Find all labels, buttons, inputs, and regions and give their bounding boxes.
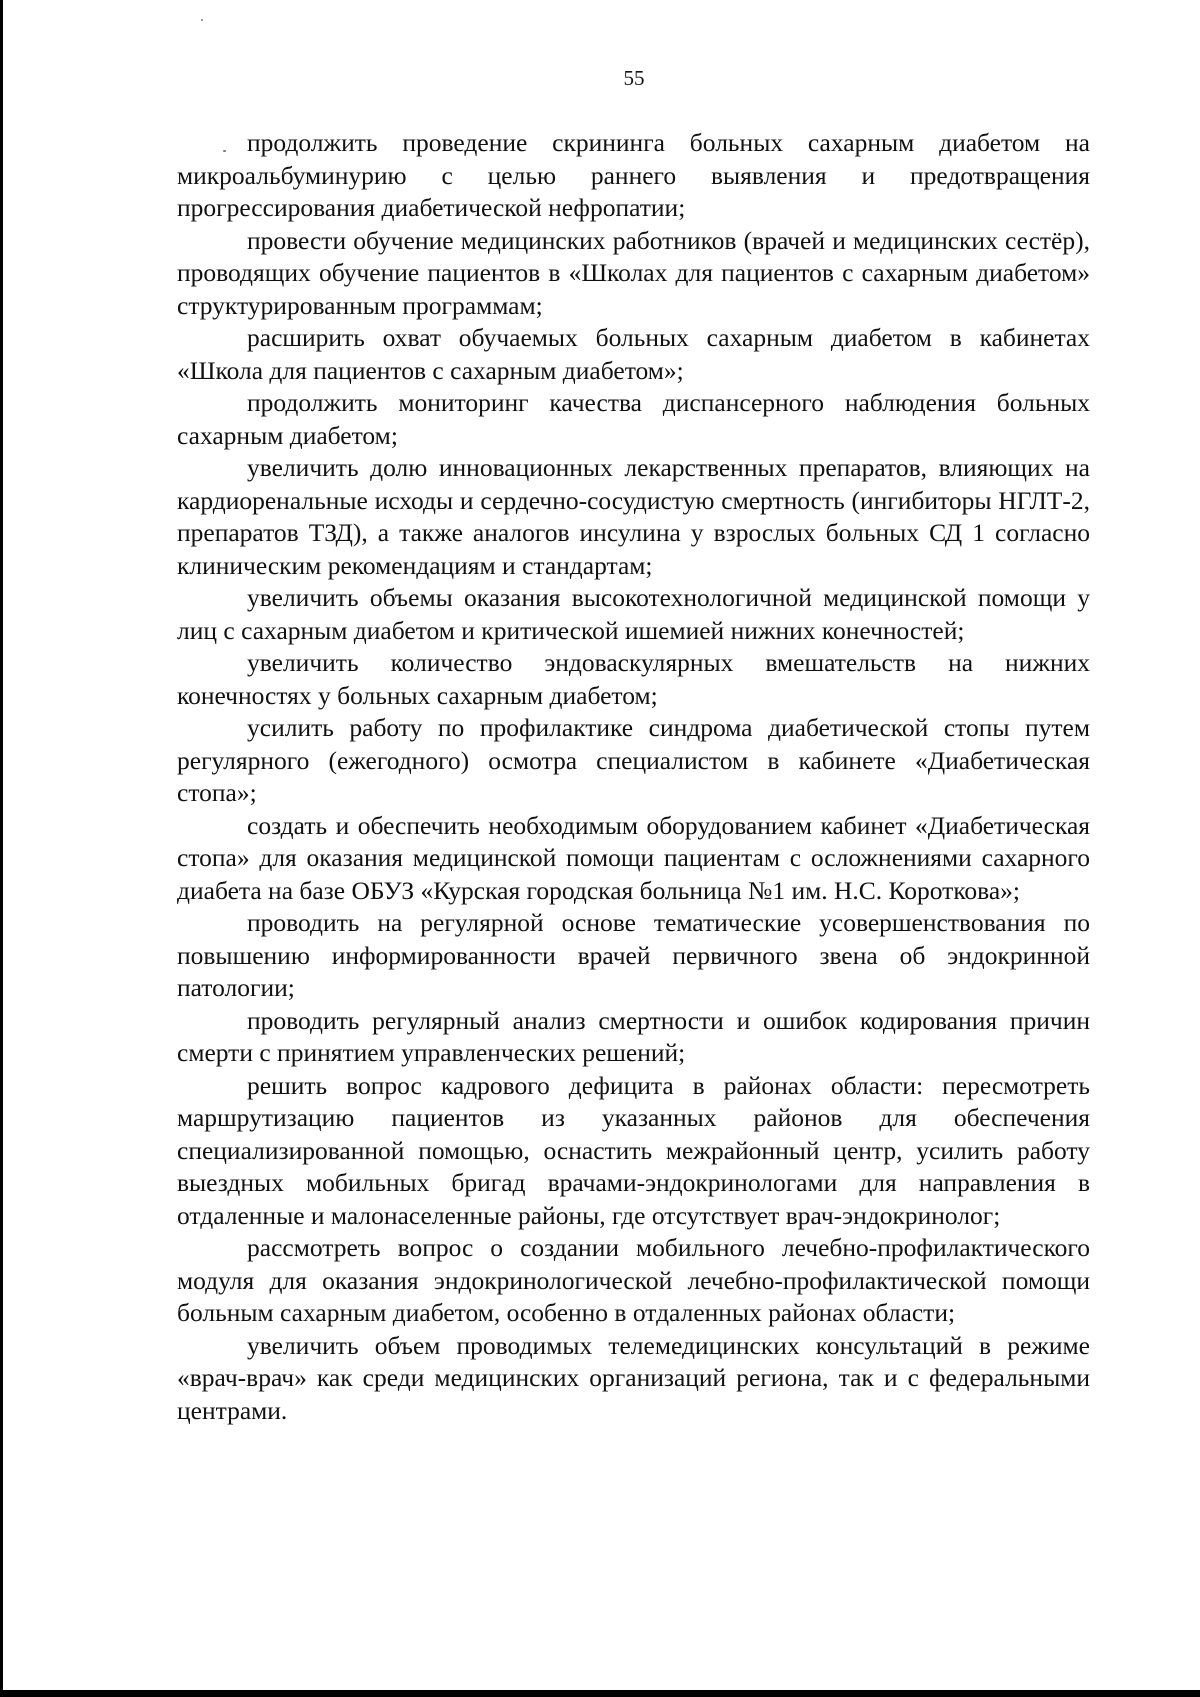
scan-left-edge: [0, 0, 3, 1697]
paragraph: расширить охват обучаемых больных сахарным диабетом в кабинетах «Школа для пациентов с сахарным диабетом»;: [177, 323, 1090, 385]
paragraph: увеличить долю инновационных лекарственных препаратов, влияющих на кардиоренальные исходы и сердечно-сосудистую смертность (ингибиторы НГЛТ-2, препаратов ТЗД), а также аналогов инсулина у взрослых больных СД 1 согласно клиническим рекомендациям и стандартам;: [177, 453, 1090, 580]
page-number: 55: [623, 66, 645, 90]
paragraph: решить вопрос кадрового дефицита в районах области: пересмотреть маршрутизацию пациентов из указанных районов для обеспечения специализированной помощью, оснастить межрайонный центр, усилить работу выездных мобильных бригад врачами-эндокринологами для направления в отдаленные и малонаселенные районы, где отсутствует врач-эндокринолог;: [177, 1070, 1090, 1230]
scan-speck: [201, 19, 203, 21]
paragraph: увеличить объем проводимых телемедицинских консультаций в режиме «врач-врач» как среди медицинских организаций региона, так и с федеральными центрами.: [177, 1330, 1090, 1425]
paragraph: увеличить объемы оказания высокотехнологичной медицинской помощи у лиц с сахарным диабетом и критической ишемией нижних конечностей;: [177, 583, 1090, 645]
paragraph: продолжить мониторинг качества диспансерного наблюдения больных сахарным диабетом;: [177, 388, 1090, 450]
paragraph: продолжить проведение скрининга больных сахарным диабетом на микроальбуминурию с целью раннего выявления и предотвращения прогрессирования диабетической нефропатии;: [177, 128, 1090, 222]
paragraph: усилить работу по профилактике синдрома диабетической стопы путем регулярного (ежегодного) осмотра специалистом в кабинете «Диабетическая стопа»;: [177, 713, 1090, 807]
paragraph: рассмотреть вопрос о создании мобильного лечебно-профилактического модуля для оказания эндокринологической лечебно-профилактической помощи больным сахарным диабетом, особенно в отдаленных районах области;: [177, 1233, 1090, 1327]
document-body: [177, 127, 1090, 1427]
paragraph: проводить регулярный анализ смертности и ошибок кодирования причин смерти с принятием управленческих решений;: [177, 1005, 1090, 1067]
scan-bottom-edge: [0, 1690, 1200, 1697]
paragraph: проводить на регулярной основе тематические усовершенствования по повышению информированности врачей первичного звена об эндокринной патологии;: [177, 908, 1090, 1002]
paragraph: провести обучение медицинских работников (врачей и медицинских сестёр), проводящих обучение пациентов в «Школах для пациентов с сахарным диабетом» структурированным программам;: [177, 225, 1090, 320]
paragraph: увеличить количество эндоваскулярных вмешательств на нижних конечностях у больных сахарным диабетом;: [177, 648, 1090, 710]
paragraph: создать и обеспечить необходимым оборудованием кабинет «Диабетическая стопа» для оказания медицинской помощи пациентам с осложнениями сахарного диабета на базе ОБУЗ «Курская городская больница №1 им. Н.С. Короткова»;: [177, 810, 1090, 905]
